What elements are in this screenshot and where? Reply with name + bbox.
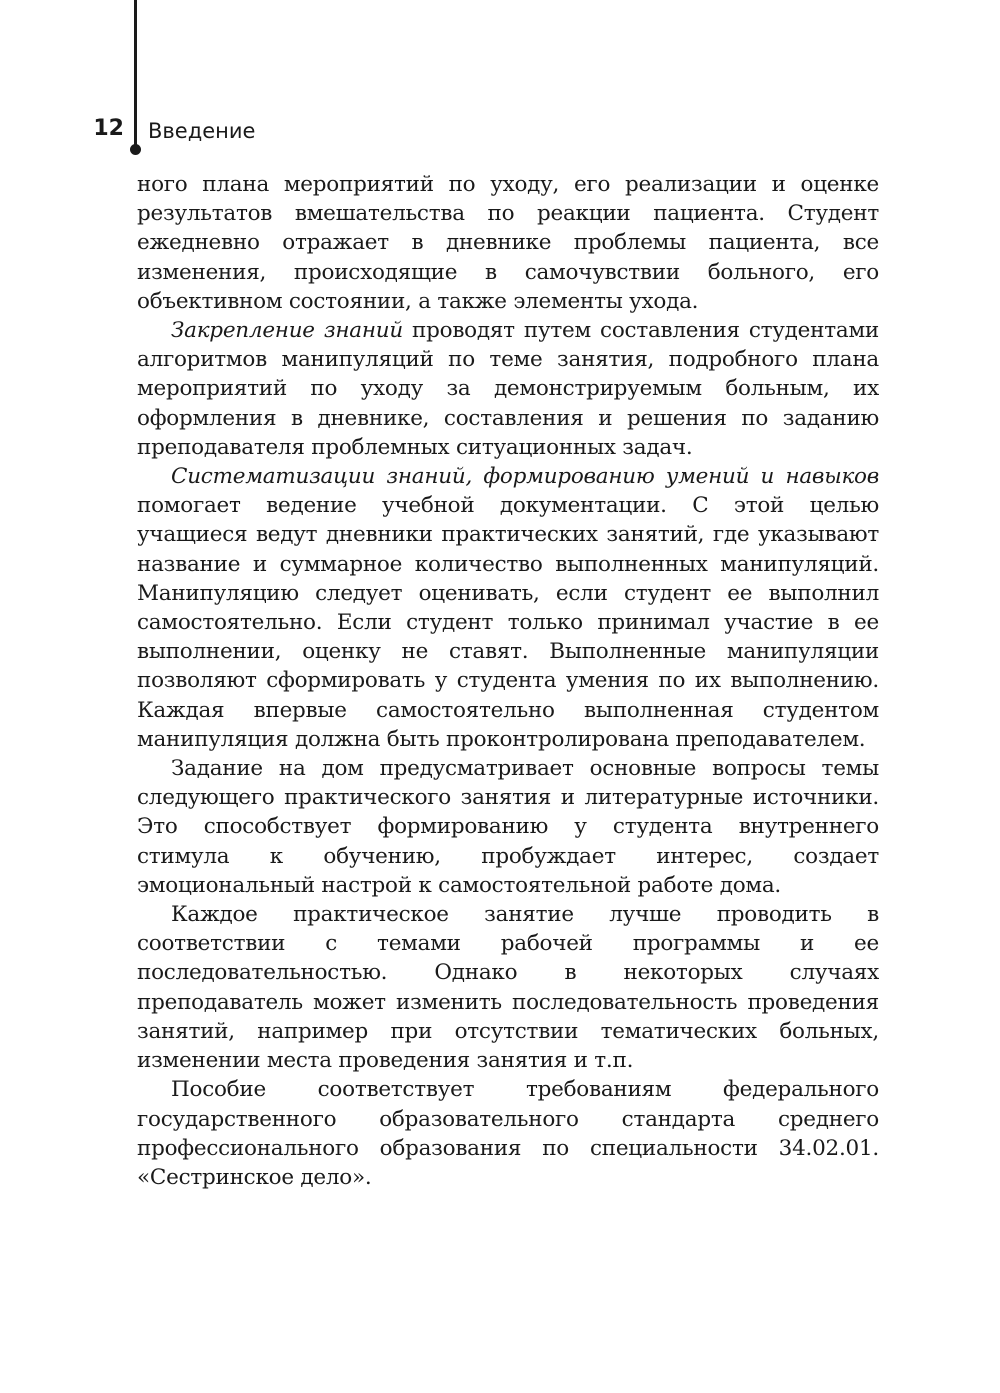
paragraph-text: Каждое практическое занятие лучше проводить в соответствии с темами рабочей программы и ее последовательностью. Однако в некоторых случаях преподаватель может изменить последовательность проведения занятий, например при отсутствии тематических больных, изменении места проведения занятия и т.п. [137,902,879,1074]
page-number: 12 [93,116,124,141]
running-head-title: Введение [148,119,256,143]
paragraph-lead-italic: Закрепление знаний [171,318,403,344]
rule-dot-marker [130,144,141,155]
body-text [137,170,879,1192]
paragraph-continuation [137,170,879,316]
paragraph-text: ного плана мероприятий по уходу, его реализации и оценке результатов вмешательства по реакции пациента. Студент ежедневно отражает в дневнике проблемы пациента, все изменения, происходящие в самочувствии больного, его объективном состоянии, а также элементы ухода. [137,172,879,314]
paragraph-knowledge-consolidation [137,316,879,462]
paragraph-text: Задание на дом предусматривает основные вопросы темы следующего практического занятия и литературные источники. Это способствует формированию у студента внутреннего стимула к обучению, пробуждает интерес, создает эмоциональный настрой к самостоятельной работе дома. [137,756,879,898]
paragraph-systematization [137,462,879,754]
paragraph-text: проводят путем составления студентами алгоритмов манипуляций по теме занятия, подробного плана мероприятий по уходу за демонстрируемым больным, их оформления в дневнике, составления и решения по заданию преподавателя проблемных ситуационных задач. [137,318,879,460]
paragraph-text: помогает ведение учебной документации. С этой целью учащиеся ведут дневники практических занятий, где указывают название и суммарное количество выполненных манипуляций. Манипуляцию следует оценивать, если студент ее выполнил самостоятельно. Если студент только принимал участие в ее выполнении, оценку не ставят. Выполненные манипуляции позволяют сформировать у студента умения по их выполнению. Каждая впервые самостоятельно выполненная студентом манипуляция должна быть проконтролирована преподавателем. [137,493,879,752]
vertical-rule [134,0,137,148]
paragraph-standard-compliance [137,1075,879,1192]
paragraph-lead-italic: Систематизации знаний, формированию умений и навыков [171,464,879,490]
paragraph-lesson-order [137,900,879,1075]
paragraph-homework [137,754,879,900]
paragraph-text: Пособие соответствует требованиям федерального государственного образовательного стандарта среднего профессионального образования по специальности 34.02.01. «Сестринское дело». [137,1077,879,1190]
